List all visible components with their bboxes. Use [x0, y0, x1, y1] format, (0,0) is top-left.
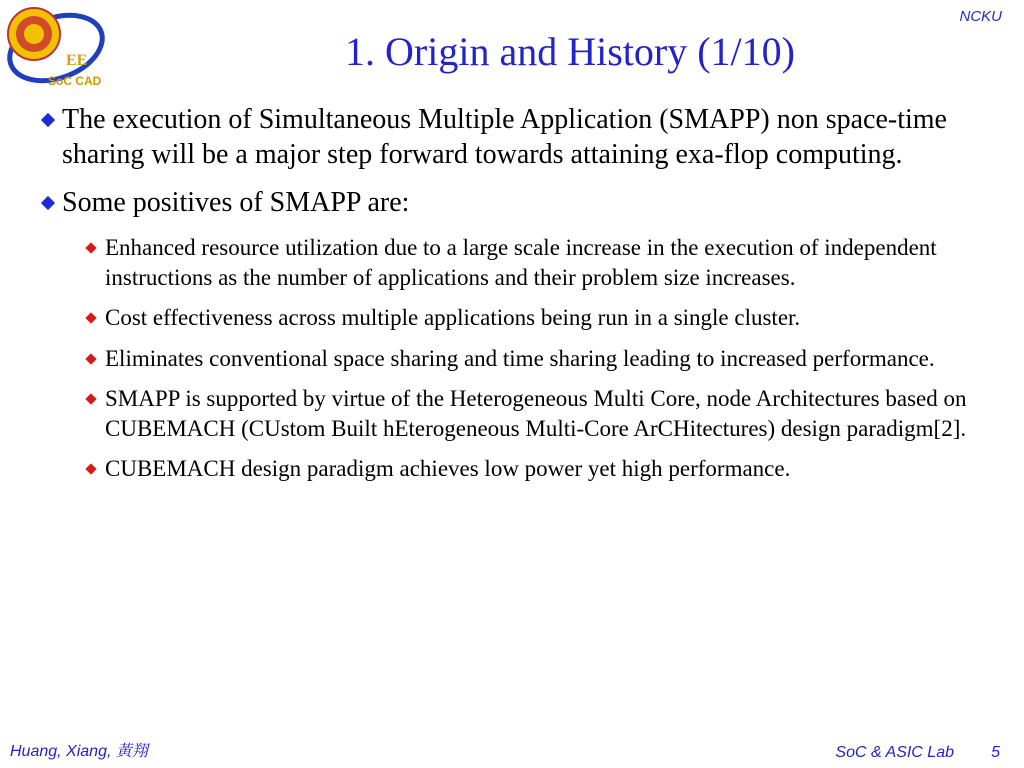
bullet-text: Some positives of SMAPP are: [62, 187, 410, 218]
sub-bullet-item [86, 384, 1000, 443]
sub-bullet-item [86, 233, 1000, 292]
sub-bullet-item [86, 303, 1000, 333]
sub-bullet-text: Eliminates conventional space sharing and time sharing leading to increased performance. [105, 345, 935, 371]
logo-soc-cad-text: SoC CAD [48, 74, 102, 88]
diamond-bullet-icon [41, 196, 55, 210]
diamond-bullet-icon [85, 353, 96, 364]
sub-bullet-text: SMAPP is supported by virtue of the Heterogeneous Multi Core, node Architectures based on CUBEMACH (CUstom Built hEterogeneous Multi-Core ArCHitectures) design paradigm[2]. [105, 386, 967, 441]
sub-bullet-item [86, 344, 1000, 374]
bullet-text: The execution of Simultaneous Multiple Application (SMAPP) non space-time sharing will be a major step forward towards attaining exa-flop computing. [62, 104, 947, 170]
page-number: 5 [991, 744, 1000, 761]
footer-lab: SoC & ASIC Lab [835, 744, 954, 761]
sub-bullet-text: Enhanced resource utilization due to a large scale increase in the execution of independent instructions as the number of applications and their problem size increases. [105, 235, 937, 290]
bullet-item [40, 185, 1000, 220]
diamond-bullet-icon [85, 242, 96, 253]
footer-author: Huang, Xiang, 黃翔 [10, 743, 148, 760]
bullet-item [40, 102, 1000, 172]
slide-title: 1. Origin and History (1/10) [345, 29, 795, 74]
diamond-bullet-icon [85, 393, 96, 404]
diamond-bullet-icon [41, 113, 55, 127]
logo-ee-text: EE [66, 52, 88, 69]
org-label: NCKU [959, 8, 1002, 25]
sub-bullet-text: CUBEMACH design paradigm achieves low power yet high performance. [105, 456, 791, 481]
slide-content [40, 102, 1000, 495]
sub-bullet-text: Cost effectiveness across multiple applications being run in a single cluster. [105, 305, 801, 330]
diamond-bullet-icon [85, 312, 96, 323]
sub-bullet-item [86, 454, 1000, 484]
diamond-bullet-icon [85, 463, 96, 474]
